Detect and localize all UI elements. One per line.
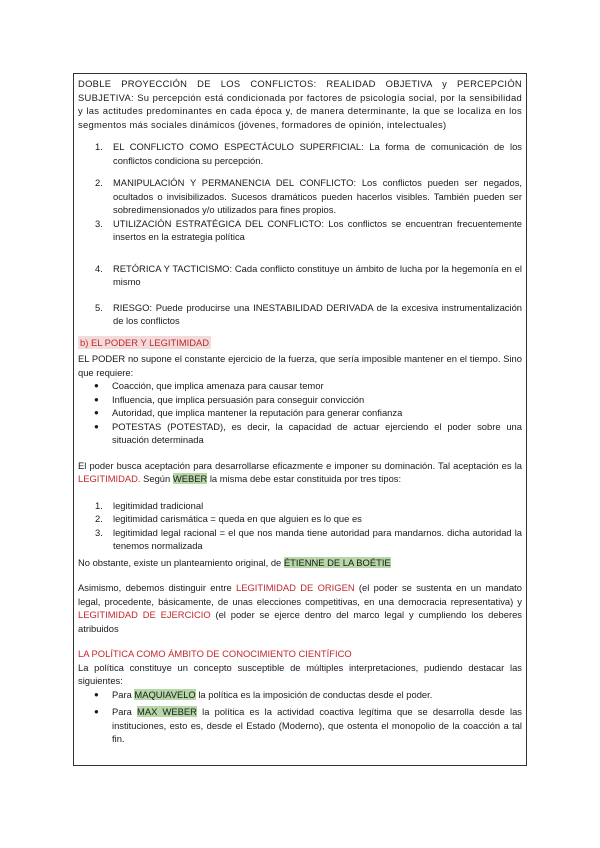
intro-heading: DOBLE PROYECCIÓN DE LOS CONFLICTOS: REALIDAD OBJETIVA y PERCEPCIÓN SUBJETIVA: — [78, 78, 522, 103]
list-item: ● Coacción, que implica amenaza para causar temor — [94, 380, 324, 391]
list-item: 1. EL CONFLICTO COMO ESPECTÁCULO SUPERFICIAL: La forma de comunicación de los conflictos condiciona su percepción. — [95, 141, 522, 166]
list-item: 2. MANIPULACIÓN Y PERMANENCIA DEL CONFLICTO: Los conflictos pueden ser negados, ocultados o invisibilizados. Sucesos dramáticos pueden hacerlos visibles. También pueden ser sobredimensionados y/o utilizados para fines propios. — [95, 177, 522, 215]
conflict-list — [78, 140, 522, 328]
legitimacy-paragraph: El poder busca aceptación para desarrollarse eficazmente e imponer su dominación. Tal aceptación es la LEGITIMIDAD. Según WEBER la misma debe estar constituida por tres tipos: — [78, 459, 522, 484]
legitimacy-term: LEGITIMIDAD. — [78, 473, 141, 484]
power-intro: EL PODER no supone el constante ejercicio de la fuerza, que sería imposible mantener en el tiempo. Sino que requiere: — [78, 353, 522, 378]
list-item: 4. RETÓRICA Y TACTICISMO: Cada conflicto constituye un ámbito de lucha por la hegemonía en el mismo — [95, 262, 522, 287]
bullet-icon: ● — [94, 394, 99, 404]
politics-bullets — [78, 688, 522, 746]
section-c-title: LA POLÍTICA COMO ÁMBITO DE CONOCIMIENTO CIENTÍFICO — [78, 648, 352, 659]
origin-term: LEGITIMIDAD DE ORIGEN — [236, 582, 355, 593]
list-item: 1. legitimidad tradicional — [95, 499, 204, 511]
bullet-icon: ● — [94, 381, 99, 390]
max-weber-highlight: MAX WEBER — [137, 706, 197, 717]
list-item: ● Para MAQUIAVELO la política es la imposición de conductas desde el poder. — [94, 688, 433, 700]
list-item: ● Para MAX WEBER la política es la actividad coactiva legítima que se desarrolla desde las instituciones, esto es, desde el Estado (Moderno), que ostenta el monopolio de la coacción a tal fin. — [94, 706, 522, 744]
legitimacy-types — [78, 499, 522, 553]
intro-paragraph — [78, 77, 522, 131]
section-b-title: b) EL PODER Y LEGITIMIDAD — [80, 336, 210, 348]
list-item: ● Autoridad, que implica mantener la reputación para generar confianza — [94, 407, 403, 418]
exercise-term: LEGITIMIDAD DE EJERCICIO — [78, 609, 211, 620]
maquiavelo-highlight: MAQUIAVELO — [134, 688, 196, 700]
list-item: ● POTESTAS (POTESTAD), es decir, la capacidad de actuar ejerciendo el poder sobre una situación determinada — [94, 420, 522, 445]
politics-intro: La política constituye un concepto susceptible de múltiples interpretaciones, pudiendo destacar las siguientes: — [78, 661, 522, 686]
bullet-icon: ● — [94, 689, 99, 699]
boetie-highlight: ÉTIENNE DE LA BOÉTIE — [283, 556, 391, 568]
bullet-icon: ● — [94, 421, 99, 431]
list-item: 3. UTILIZACIÓN ESTRATÉGICA DEL CONFLICTO: Los conflictos se encuentran frecuentemente insertos en la estrategia política — [95, 217, 522, 242]
power-bullets — [78, 379, 522, 447]
intro-text: Su percepción está condicionada por factores de psicología social, por la sensibilidad y las actitudes predominantes en cada época y, de manera determinante, la que se localiza en los segmentos más sociales dinámicos (jóvenes, formadores de opinión, intelectuales) — [78, 91, 522, 130]
list-item: 5. RIESGO: Puede producirse una INESTABILIDAD DERIVADA de la excesiva instrumentalización de los conflictos — [95, 301, 522, 326]
list-item: 2. legitimidad carismática = queda en que alguien es lo que es — [95, 513, 362, 524]
list-item: 3. legitimidad legal racional = el que nos manda tiene autoridad para mandarnos. dicha autoridad la tenemos normalizada — [95, 526, 522, 551]
weber-highlight: WEBER — [172, 473, 208, 484]
bullet-icon: ● — [94, 408, 99, 417]
document-body — [78, 77, 522, 746]
bullet-icon: ● — [94, 707, 99, 716]
list-item: ● Influencia, que implica persuasión para conseguir convicción — [94, 393, 365, 405]
origin-paragraph: Asimismo, debemos distinguir entre LEGITIMIDAD DE ORIGEN (el poder se sustenta en un mandato legal, procedente, básicamente, de unas elecciones competitivas, en una democracia representativa) y LEGITIMIDAD DE EJERCICIO (el poder se ejerce dentro del marco legal y cumpliendo los deberes atribuidos — [78, 582, 522, 634]
boetie-paragraph: No obstante, existe un planteamiento original, de ÉTIENNE DE LA BOÉTIE — [78, 556, 391, 568]
section-b-title-row — [78, 336, 522, 350]
